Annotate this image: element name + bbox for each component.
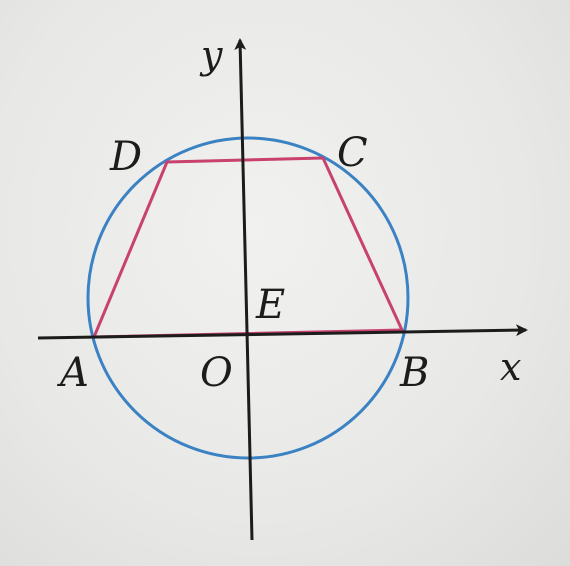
origin-label: O <box>200 350 233 396</box>
point-label-a: A <box>60 350 89 396</box>
x-axis-label: x <box>500 345 522 389</box>
point-label-e: E <box>256 282 286 328</box>
point-label-b: B <box>400 350 430 396</box>
y-axis <box>240 40 252 540</box>
point-label-c: C <box>337 130 368 176</box>
x-axis <box>38 330 526 338</box>
trapezoid-abcd <box>94 158 402 337</box>
y-axis-label: y <box>201 33 223 77</box>
point-label-d: D <box>110 134 143 180</box>
